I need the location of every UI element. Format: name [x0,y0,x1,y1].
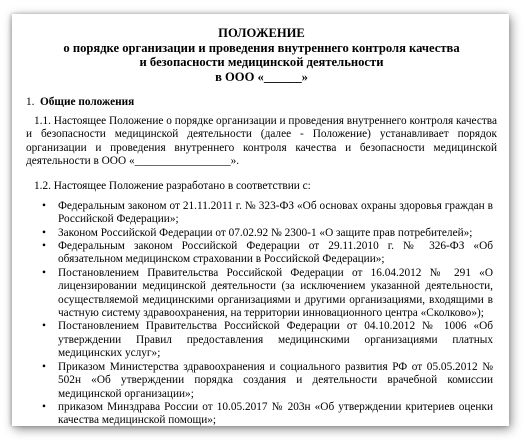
document-page [12,14,509,426]
paragraph-1-2: 1.2. Настоящее Положение разработано в соответствии с: [34,180,311,193]
list-item [26,267,497,321]
list-item [26,240,497,267]
document-title [26,26,497,84]
bullet-icon: • [42,400,46,413]
bullet-icon: • [42,226,46,239]
bullet-icon: • [42,320,46,333]
legal-basis-list [26,200,497,426]
list-item-text: Постановлением Правительства Российской Федерации от 16.04.2012 № 291 «О лицензировании медицинской деятельности (за исключением указанной деятельности, осуществляемой медицинскими организациями и другими организациями, входящими в частную систему здравоохранения, на территории инновационного центра «Сколково»); [58,266,493,320]
list-item [26,401,497,426]
title-line: и безопасности медицинской деятельности [139,55,384,70]
list-item-text: приказом Минздрава России от 10.05.2017 № 203н «Об утверждении критериев оценки качества медицинской помощи»; [58,400,493,426]
document-content [26,26,497,426]
bullet-icon: • [42,240,46,253]
section-number: 1. [26,96,35,109]
bullet-icon: • [42,199,46,212]
title-line: ПОЛОЖЕНИЕ [218,26,305,40]
list-item [26,320,497,360]
list-item [26,227,497,240]
title-line: в ООО «______» [215,69,308,84]
list-item-text: Законом Российской Федерации от 07.02.92 № 2300-1 «О защите прав потребителей»; [58,226,473,239]
list-item [26,200,497,227]
list-item-text: Приказом Министерства здравоохранения и социального развития РФ от 05.05.2012 № 502н «Об утверждении порядка создания и деятельности врачебной комиссии медицинской организации»; [58,360,493,400]
list-item [26,361,497,401]
list-item-text: Федеральным законом Российской Федерации от 29.11.2010 г. № 326-ФЗ «Об обязательном медицинском страховании в Российской Федерации»; [58,240,493,266]
section-title: Общие положения [40,96,135,109]
paragraph-1-1: 1.1. Настоящее Положение о порядке организации и проведения внутреннего контроля качества и безопасности медицинской деятельности (далее - Положение) устанавливает порядок организации и проведения внутреннего контроля качества и безопасности медицинской деятельности в ООО «_________________». [26,114,497,167]
section-heading [26,96,497,109]
bullet-icon: • [42,266,46,279]
list-item-text: Постановлением Правительства Российской Федерации от 04.10.2012 № 1006 «Об утверждении Правил предоставления медицинскими организациями платных медицинских услуг»; [58,320,493,360]
list-item-text: Федеральным законом от 21.11.2011 г. № 323-ФЗ «Об основах охраны здоровья граждан в Российской Федерации»; [58,199,493,226]
title-line: о порядке организации и проведения внутреннего контроля качества [63,40,460,55]
bullet-icon: • [42,360,46,373]
